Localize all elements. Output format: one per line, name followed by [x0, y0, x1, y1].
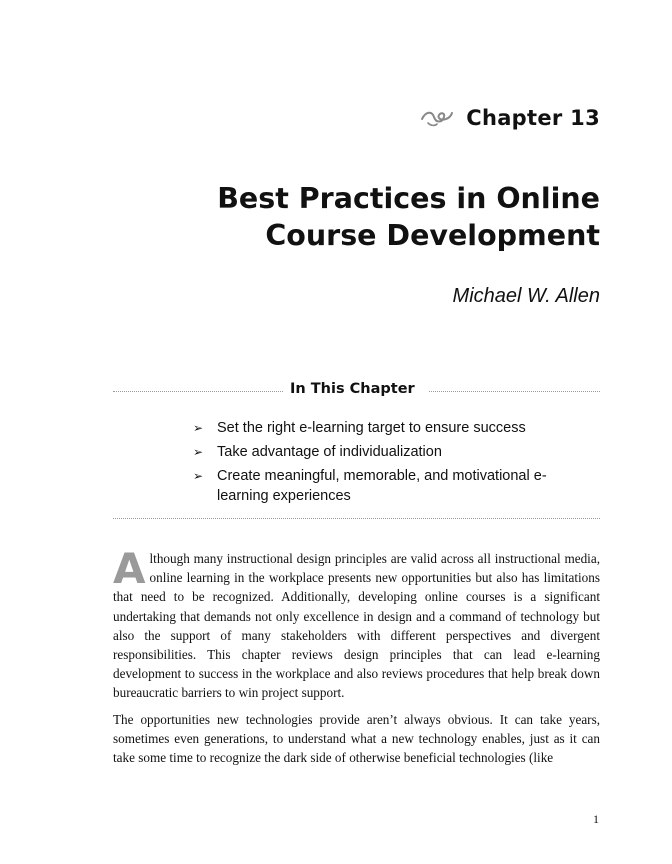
list-item: [193, 442, 553, 462]
chapter-label: Chapter 13: [466, 106, 600, 130]
in-this-chapter-heading: In This Chapter: [290, 381, 415, 397]
chapter-title-line-2: Course Development: [265, 219, 600, 252]
body-paragraph-1: [113, 544, 600, 703]
chapter-heading: [420, 106, 600, 130]
arrow-bullet-icon: ➢: [193, 421, 204, 435]
list-item: [193, 466, 553, 506]
arrow-bullet-icon: ➢: [193, 445, 204, 459]
list-item-text: Set the right e-learning target to ensure success: [217, 420, 526, 436]
list-item-text: Create meaningful, memorable, and motivational e-learning experiences: [217, 468, 547, 504]
body-paragraph-2: The opportunities new technologies provide aren’t always obvious. It can take years, sometimes even generations, to understand what a new technology enables, just as it can take some time to recognize the dark side of otherwise beneficial technologies (like: [113, 712, 600, 766]
swirl-ornament-icon: [420, 107, 454, 129]
drop-cap: A: [113, 544, 146, 593]
list-item-text: Take advantage of individualization: [217, 444, 442, 460]
author-name: Michael W. Allen: [452, 285, 600, 307]
page-number: 1: [593, 812, 599, 826]
divider-rule-left: [113, 391, 283, 392]
divider-rule-right: [429, 391, 600, 392]
chapter-title: [140, 180, 600, 254]
paragraph-text: lthough many instructional design principles are valid across all instructional media, online learning in the workplace presents new opportunities but also has limitations that need to be recognized. Additionally, developing online courses is a significant undertaking that demands not only excellence in design and a command of technology but also the support of many stakeholders with different perspectives and divergent responsibilities. This chapter reviews design principles that can lead e-learning development to success in the workplace and also reviews procedures that help break down bureaucratic barriers to win project support.: [113, 551, 600, 701]
divider-rule-bottom: [113, 518, 600, 519]
list-item: [193, 418, 553, 438]
chapter-title-line-1: Best Practices in Online: [217, 182, 600, 215]
chapter-topics-list: [193, 418, 553, 510]
arrow-bullet-icon: ➢: [193, 469, 204, 483]
